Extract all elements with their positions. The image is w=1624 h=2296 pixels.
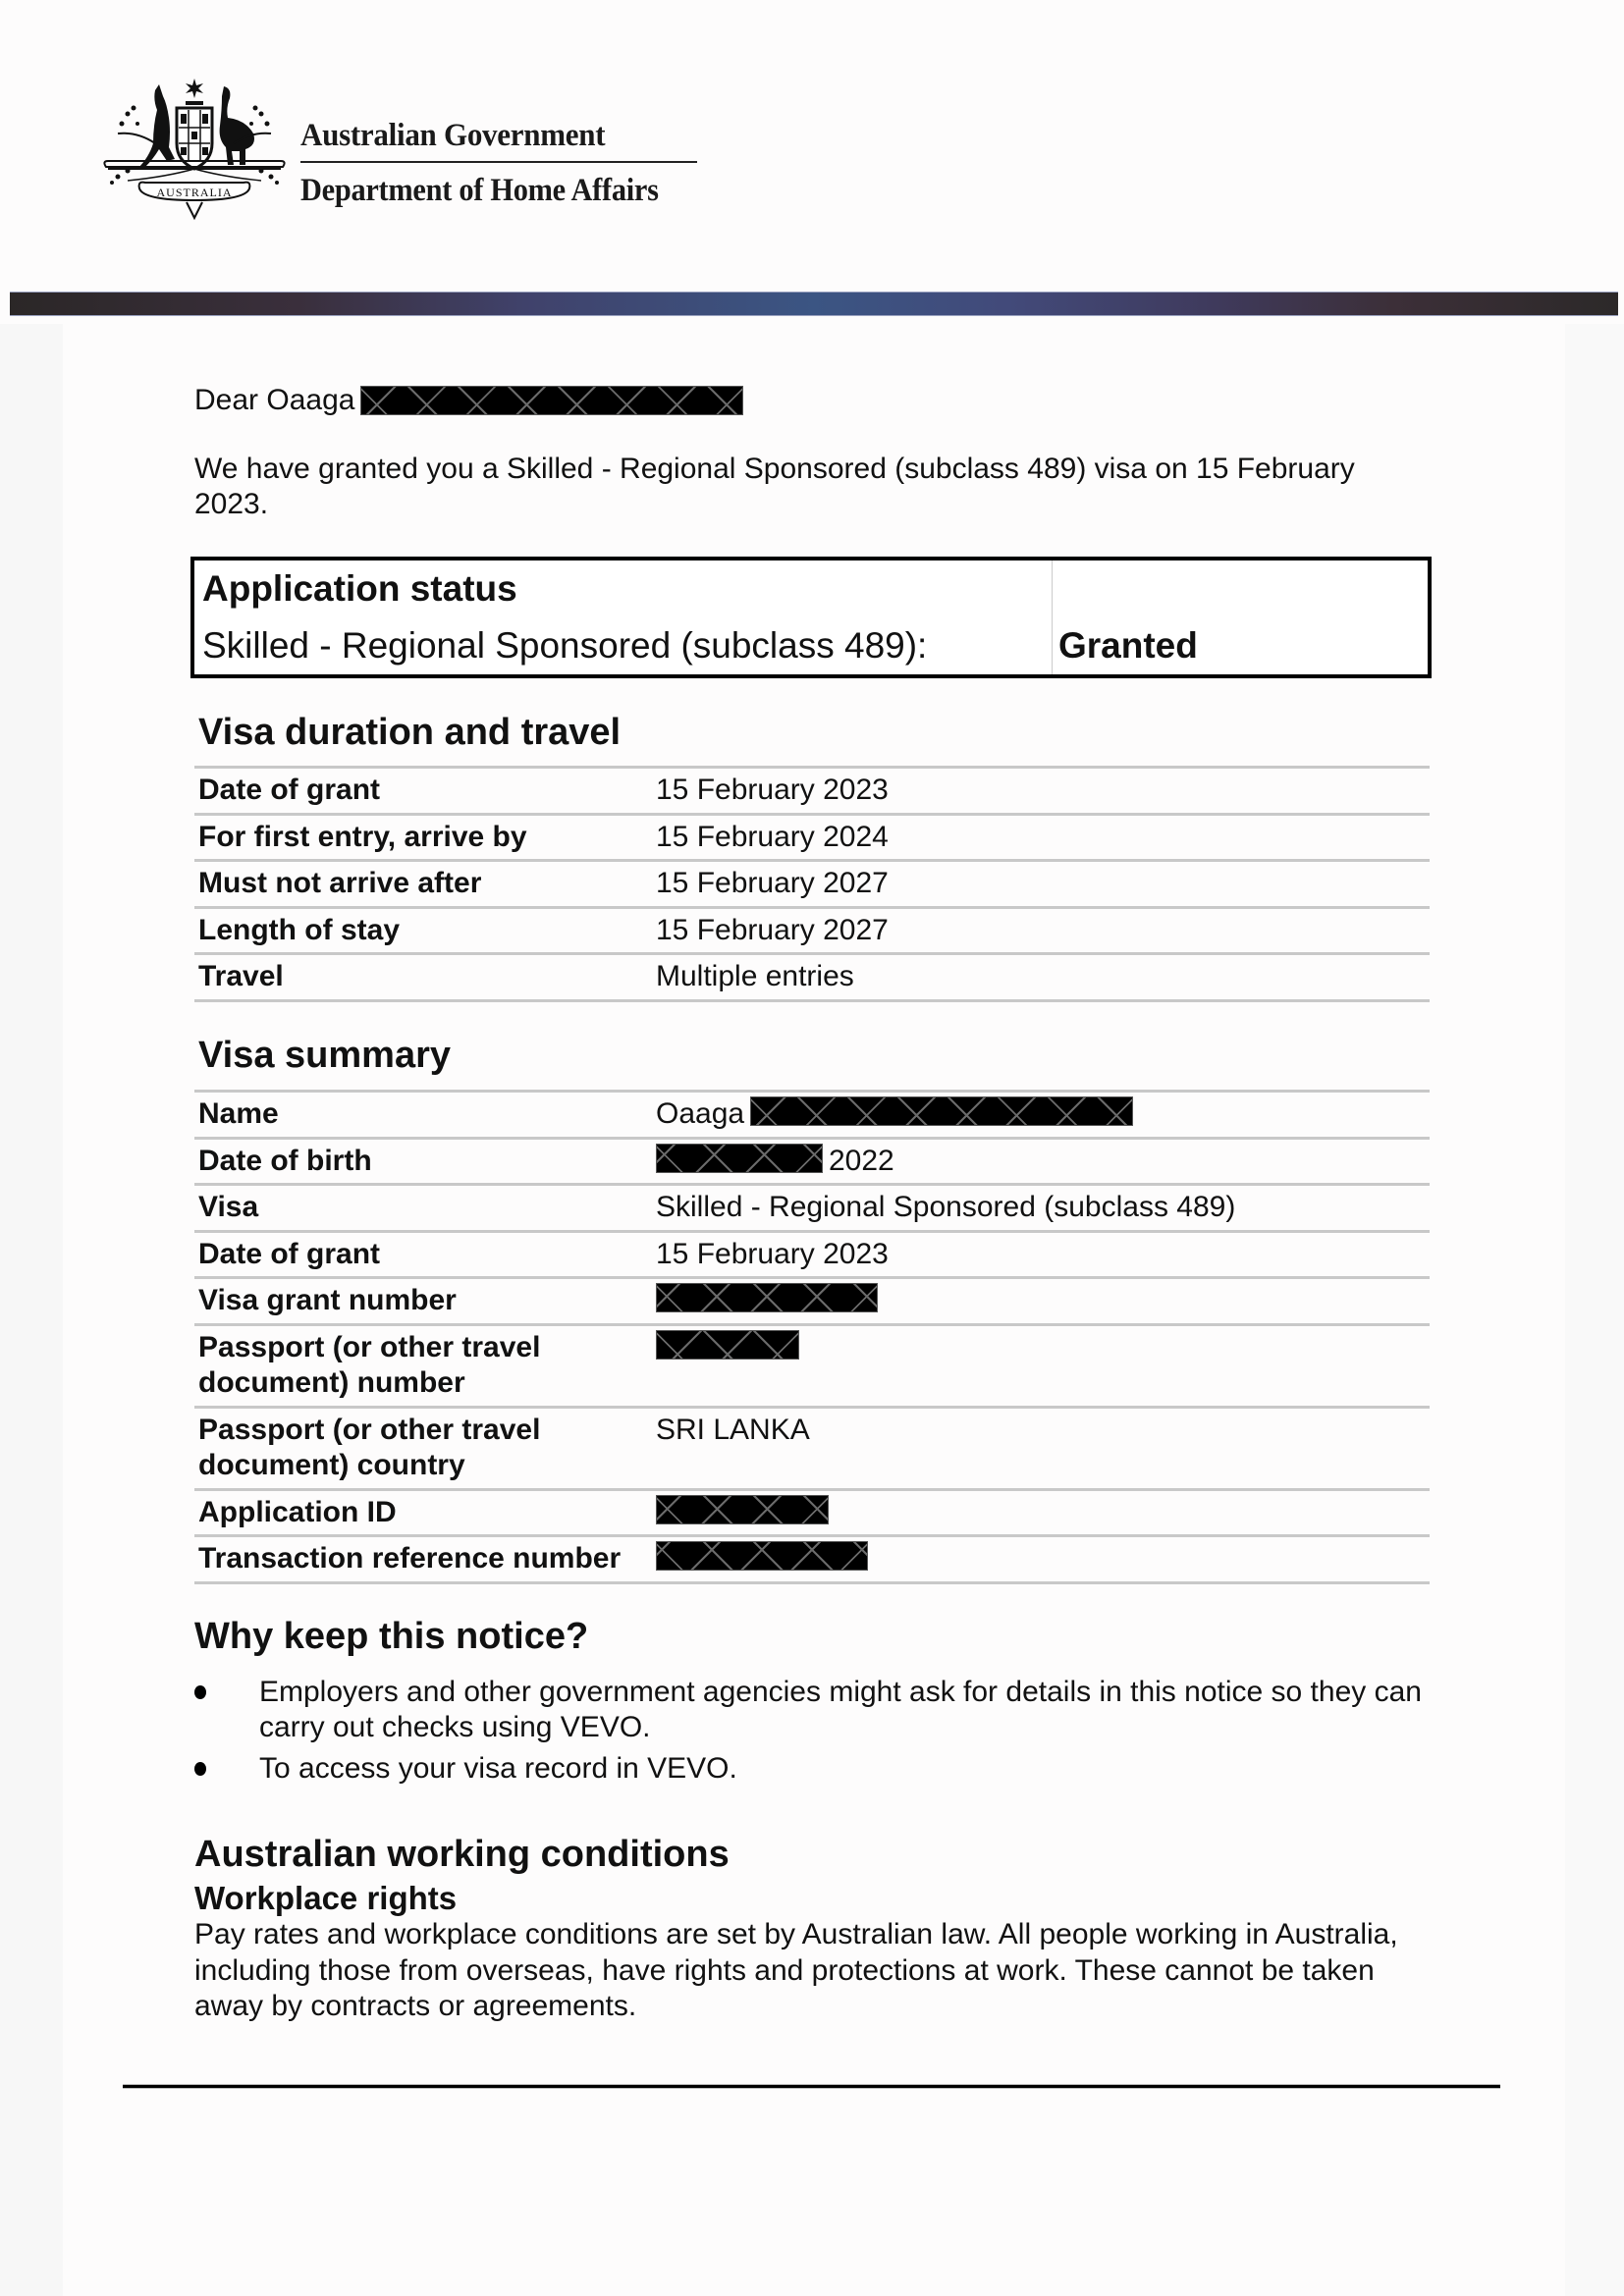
row-value bbox=[652, 1537, 1430, 1581]
row-key: Length of stay bbox=[198, 913, 401, 946]
row-value bbox=[652, 862, 1430, 906]
value-text: Skilled - Regional Sponsored (subclass 489) bbox=[656, 1191, 1236, 1223]
value-text: 2022 bbox=[829, 1144, 894, 1177]
row-value bbox=[652, 1491, 1430, 1535]
row-value bbox=[652, 1093, 1430, 1137]
page-margin-left bbox=[0, 324, 63, 2296]
row-key: Must not arrive after bbox=[198, 867, 482, 899]
section-title-why-keep: Why keep this notice? bbox=[194, 1616, 589, 1657]
table-row bbox=[194, 1491, 1430, 1538]
coat-of-arms-icon bbox=[98, 75, 291, 222]
redacted-birth-day-month bbox=[656, 1144, 823, 1173]
redacted-application-id bbox=[656, 1495, 829, 1524]
greeting bbox=[194, 383, 743, 418]
workplace-rights-paragraph: Pay rates and workplace conditions are set by Australian law. All people working in Australia, including those from overseas, have rights and protections at work. These cannot be taken away by contracts or agreements. bbox=[194, 1918, 1398, 2022]
redacted-surname bbox=[360, 386, 743, 415]
value-text: 15 February 2023 bbox=[656, 774, 889, 806]
svg-text:AUSTRALIA: AUSTRALIA bbox=[156, 186, 233, 199]
row-key: Visa bbox=[198, 1191, 259, 1223]
list-item-text: To access your visa record in VEVO. bbox=[259, 1752, 737, 1785]
section-title-visa-summary: Visa summary bbox=[198, 1035, 452, 1076]
table-row bbox=[194, 1140, 1430, 1187]
row-value bbox=[652, 816, 1430, 860]
row-key: Passport (or other travel document) number bbox=[198, 1330, 541, 1399]
bullet-icon bbox=[194, 1762, 206, 1776]
row-key: Name bbox=[198, 1097, 279, 1130]
section-title-visa-duration: Visa duration and travel bbox=[198, 712, 622, 753]
table-row bbox=[194, 1537, 1430, 1584]
value-text: 15 February 2024 bbox=[656, 820, 889, 853]
status-title: Application status bbox=[202, 568, 517, 609]
application-status-box bbox=[190, 557, 1432, 678]
row-key: Visa grant number bbox=[198, 1284, 457, 1316]
brand-divider bbox=[300, 161, 697, 163]
row-value bbox=[652, 1186, 1430, 1230]
row-value bbox=[652, 1326, 1430, 1406]
section-title-working-conditions: Australian working conditions bbox=[194, 1834, 730, 1875]
org-name: Australian Government bbox=[300, 118, 606, 153]
table-row bbox=[194, 1326, 1430, 1409]
value-text: Multiple entries bbox=[656, 960, 854, 992]
row-key: Passport (or other travel document) country bbox=[198, 1413, 541, 1481]
footer-divider bbox=[123, 2084, 1500, 2089]
greeting-text: Dear Oaaga bbox=[194, 384, 355, 416]
value-text: SRI LANKA bbox=[656, 1413, 810, 1446]
value-text: 15 February 2027 bbox=[656, 867, 889, 899]
table-row bbox=[194, 816, 1430, 863]
row-value bbox=[652, 1140, 1430, 1184]
header-color-band bbox=[10, 292, 1618, 316]
redacted-visa-grant-number bbox=[656, 1283, 878, 1312]
row-key: Travel bbox=[198, 960, 284, 992]
row-value bbox=[652, 955, 1430, 999]
department-name: Department of Home Affairs bbox=[300, 173, 659, 208]
status-divider bbox=[1052, 561, 1053, 674]
page-margin-right bbox=[1565, 324, 1624, 2296]
list-item-text: Employers and other government agencies might ask for details in this notice so they can carry out checks using VEVO. bbox=[259, 1676, 1422, 1743]
row-key: For first entry, arrive by bbox=[198, 820, 527, 853]
table-row bbox=[194, 1233, 1430, 1280]
table-row bbox=[194, 1279, 1430, 1326]
row-key: Transaction reference number bbox=[198, 1542, 622, 1575]
row-value bbox=[652, 1409, 1430, 1488]
value-text: 15 February 2023 bbox=[656, 1237, 889, 1270]
row-key: Date of grant bbox=[198, 774, 381, 806]
subsection-title-workplace-rights: Workplace rights bbox=[194, 1880, 458, 1916]
list-item bbox=[194, 1675, 1432, 1745]
value-text: Oaaga bbox=[656, 1097, 745, 1130]
value-text: 15 February 2027 bbox=[656, 913, 889, 946]
table-row bbox=[194, 769, 1430, 816]
grant-intro: We have granted you a Skilled - Regional Sponsored (subclass 489) visa on 15 February 2023. bbox=[194, 453, 1355, 520]
table-row bbox=[194, 862, 1430, 909]
row-value bbox=[652, 909, 1430, 953]
row-value bbox=[652, 1279, 1430, 1323]
row-value bbox=[652, 769, 1430, 813]
list-item bbox=[194, 1751, 1432, 1787]
visa-summary-table bbox=[194, 1090, 1430, 1584]
row-value bbox=[652, 1233, 1430, 1277]
visa-duration-table bbox=[194, 766, 1430, 1002]
status-badge: Granted bbox=[1058, 625, 1198, 666]
redacted-surname bbox=[750, 1096, 1133, 1126]
row-key: Application ID bbox=[198, 1495, 397, 1528]
row-key: Date of birth bbox=[198, 1144, 372, 1177]
table-row bbox=[194, 1186, 1430, 1233]
table-row bbox=[194, 1409, 1430, 1491]
bullet-icon bbox=[194, 1685, 206, 1699]
status-visa-label: Skilled - Regional Sponsored (subclass 489): bbox=[202, 625, 928, 666]
redacted-passport-number bbox=[656, 1330, 799, 1360]
row-key: Date of grant bbox=[198, 1237, 381, 1270]
department-branding bbox=[300, 116, 697, 210]
table-row bbox=[194, 909, 1430, 956]
table-row bbox=[194, 955, 1430, 1002]
table-row bbox=[194, 1093, 1430, 1140]
redacted-transaction-reference bbox=[656, 1541, 868, 1571]
why-keep-list bbox=[194, 1675, 1432, 1792]
